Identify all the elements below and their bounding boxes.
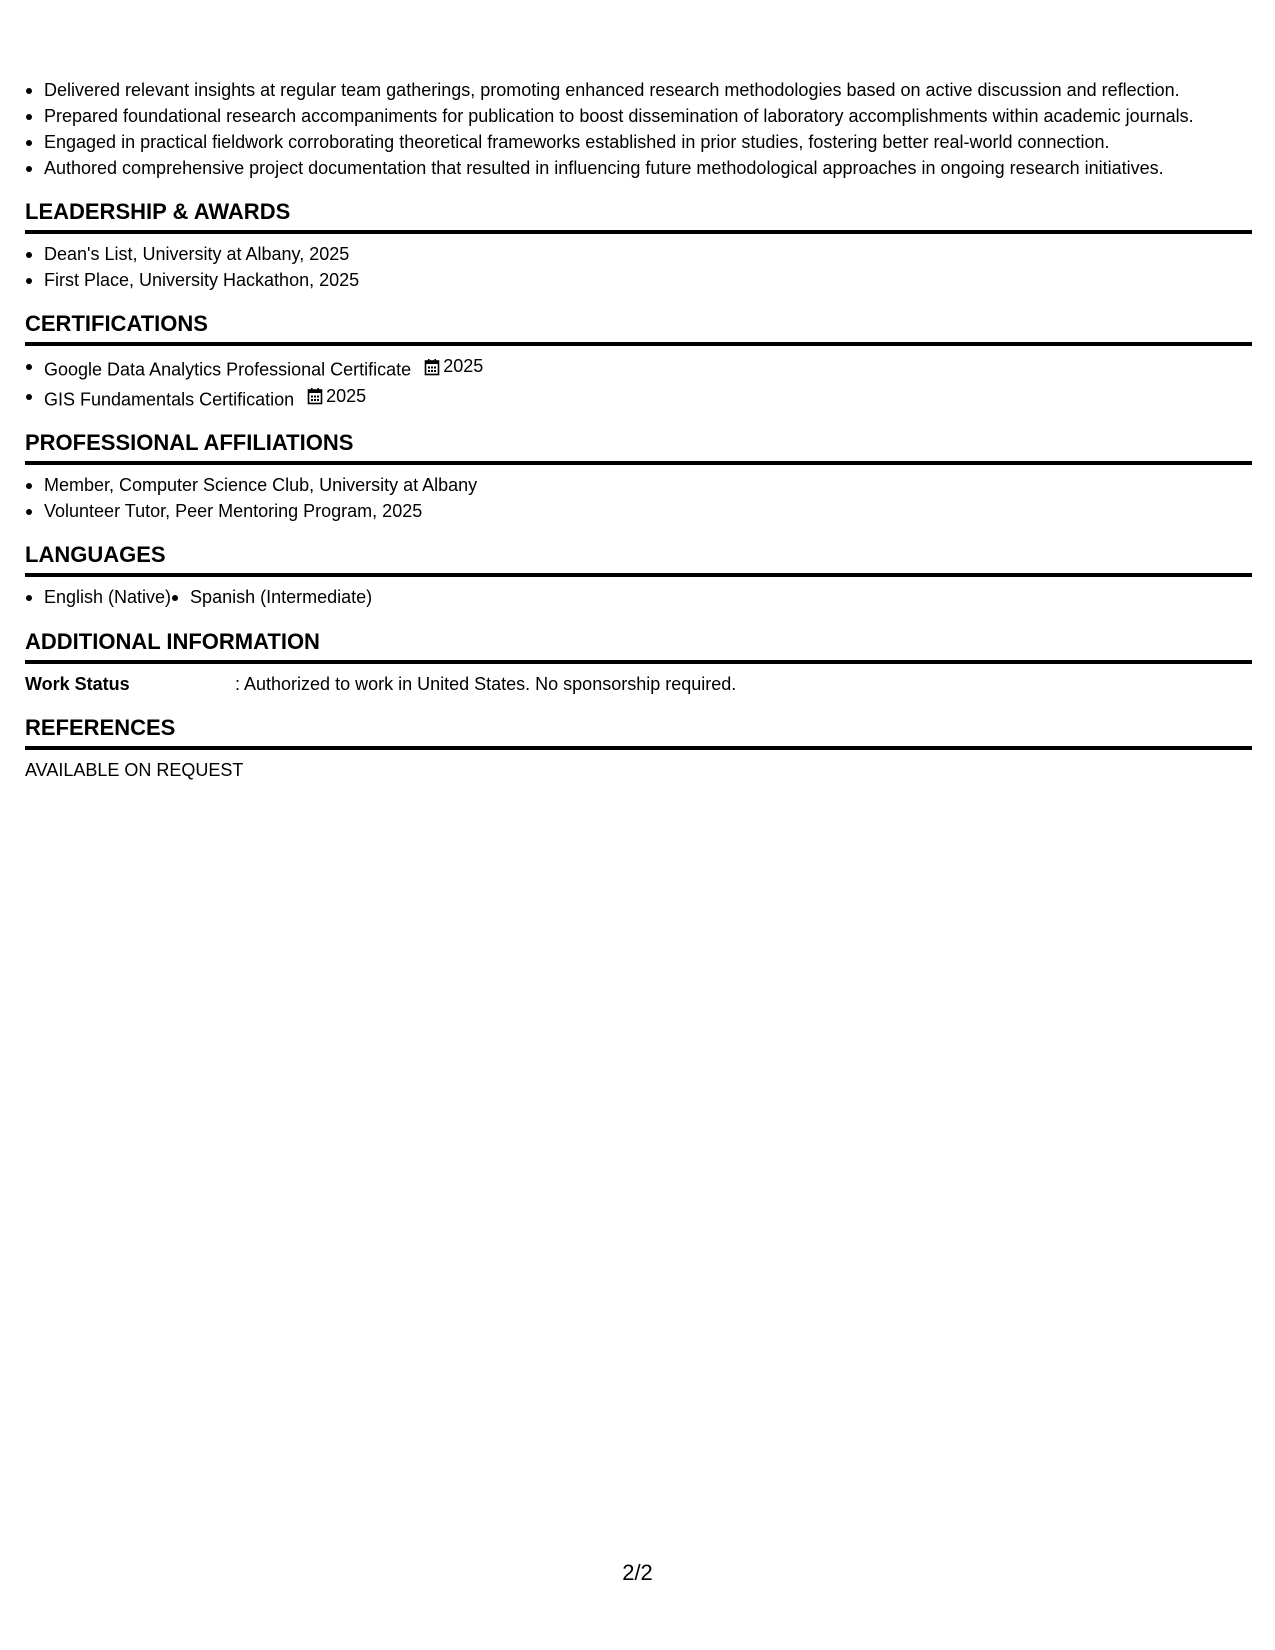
references-heading: REFERENCES (25, 715, 1252, 750)
calendar-icon (424, 358, 440, 376)
certification-date (307, 384, 366, 409)
experience-bullet: Engaged in practical fieldwork corroborating theoretical frameworks established in prior studies, fostering better real-world connection. (25, 130, 1252, 155)
experience-bullet: Delivered relevant insights at regular team gatherings, promoting enhanced research methodologies based on active discussion and reflection. (25, 78, 1252, 103)
affiliation-item: Volunteer Tutor, Peer Mentoring Program, 2025 (25, 499, 1252, 524)
certification-year: 2025 (326, 385, 367, 406)
additional-info-heading: ADDITIONAL INFORMATION (25, 629, 1252, 664)
certification-year: 2025 (443, 356, 484, 376)
language-item: Spanish (Intermediate) (171, 585, 372, 610)
certification-item (25, 354, 1252, 383)
certifications-list (25, 354, 1252, 412)
certification-item (25, 384, 1252, 413)
work-status-value: : Authorized to work in United States. No sponsorship required. (235, 674, 737, 694)
certification-date (424, 354, 483, 379)
experience-bullet-list (25, 78, 1252, 181)
resume-page (25, 78, 1252, 783)
leadership-heading: LEADERSHIP & AWARDS (25, 199, 1252, 234)
affiliations-list (25, 473, 1252, 524)
leadership-item: Dean's List, University at Albany, 2025 (25, 242, 1252, 267)
leadership-list (25, 242, 1252, 293)
certification-name: Google Data Analytics Professional Certificate (44, 359, 412, 380)
certification-name: GIS Fundamentals Certification (44, 389, 295, 409)
language-item: English (Native) (25, 585, 171, 610)
affiliations-heading: PROFESSIONAL AFFILIATIONS (25, 430, 1252, 465)
affiliation-item: Member, Computer Science Club, University at Albany (25, 473, 1252, 498)
certifications-heading: CERTIFICATIONS (25, 311, 1252, 346)
work-status-label: Work Status (25, 674, 130, 694)
references-text: AVAILABLE ON REQUEST (25, 760, 244, 780)
calendar-icon (307, 387, 323, 405)
page-number: 2/2 (622, 1560, 653, 1585)
languages-list (25, 585, 1252, 611)
experience-bullet: Prepared foundational research accompaniments for publication to boost dissemination of laboratory accomplishments within academic journals. (25, 104, 1252, 129)
experience-bullet: Authored comprehensive project documentation that resulted in influencing future methodological approaches in ongoing research initiatives. (25, 156, 1252, 181)
languages-heading: LANGUAGES (25, 542, 1252, 577)
work-status-row (25, 672, 1252, 697)
leadership-item: First Place, University Hackathon, 2025 (25, 268, 1252, 293)
